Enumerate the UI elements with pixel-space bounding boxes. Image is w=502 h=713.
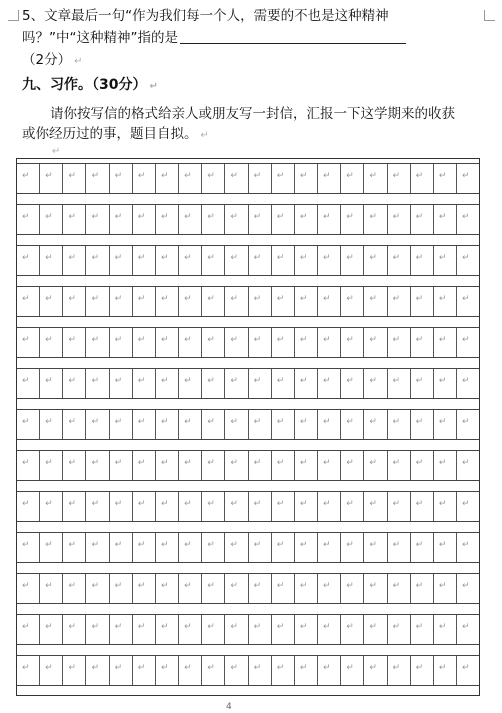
grid-cell[interactable] xyxy=(387,533,410,562)
grid-cell[interactable] xyxy=(155,246,178,275)
grid-cell[interactable] xyxy=(39,328,62,357)
grid-cell[interactable] xyxy=(109,369,132,398)
grid-cell[interactable] xyxy=(39,287,62,316)
grid-cell[interactable] xyxy=(433,656,456,685)
grid-cell[interactable] xyxy=(340,533,363,562)
grid-cell[interactable] xyxy=(155,205,178,234)
grid-cell[interactable] xyxy=(109,246,132,275)
grid-cell[interactable] xyxy=(271,246,294,275)
grid-cell[interactable] xyxy=(363,574,386,603)
grid-cell[interactable] xyxy=(294,164,317,193)
grid-cell[interactable] xyxy=(248,656,271,685)
grid-cell[interactable] xyxy=(39,205,62,234)
grid-cell[interactable] xyxy=(178,615,201,644)
grid-cell[interactable] xyxy=(39,246,62,275)
grid-cell[interactable] xyxy=(410,492,433,521)
grid-cell[interactable] xyxy=(39,533,62,562)
grid-cell[interactable] xyxy=(85,164,108,193)
grid-cell[interactable] xyxy=(178,451,201,480)
grid-cell[interactable] xyxy=(456,164,479,193)
paragraph-mark: ↵ xyxy=(52,146,61,157)
grid-cell[interactable] xyxy=(410,369,433,398)
grid-cell[interactable] xyxy=(456,410,479,439)
grid-row xyxy=(17,245,479,276)
grid-cell[interactable] xyxy=(224,410,247,439)
grid-cell[interactable] xyxy=(363,164,386,193)
grid-cell[interactable] xyxy=(248,369,271,398)
grid-cell[interactable] xyxy=(433,287,456,316)
grid-cell[interactable] xyxy=(155,574,178,603)
grid-cell[interactable] xyxy=(85,574,108,603)
grid-cell[interactable] xyxy=(340,492,363,521)
grid-cell[interactable] xyxy=(248,164,271,193)
grid-cell[interactable] xyxy=(410,164,433,193)
grid-cell[interactable] xyxy=(39,410,62,439)
grid-cell[interactable] xyxy=(85,287,108,316)
grid-cell[interactable] xyxy=(340,656,363,685)
grid-cell[interactable] xyxy=(85,615,108,644)
grid-cell[interactable] xyxy=(294,492,317,521)
section-9-title xyxy=(22,75,158,97)
grid-cell[interactable] xyxy=(132,328,155,357)
grid-row xyxy=(17,204,479,235)
grid-cell[interactable] xyxy=(17,287,39,316)
grid-cell[interactable] xyxy=(155,410,178,439)
grid-cell[interactable] xyxy=(271,369,294,398)
grid-row xyxy=(17,286,479,317)
grid-cell[interactable] xyxy=(132,492,155,521)
crop-mark-top-right xyxy=(484,10,495,21)
grid-cell[interactable] xyxy=(39,656,62,685)
grid-cell[interactable] xyxy=(17,574,39,603)
grid-cell[interactable] xyxy=(62,287,85,316)
grid-cell[interactable] xyxy=(317,369,340,398)
grid-cell[interactable] xyxy=(248,410,271,439)
grid-cell[interactable] xyxy=(17,328,39,357)
question-5-score: （2分） xyxy=(22,52,72,68)
grid-cell[interactable] xyxy=(340,410,363,439)
grid-cell[interactable] xyxy=(317,451,340,480)
grid-row xyxy=(17,450,479,481)
grid-cell[interactable] xyxy=(271,492,294,521)
grid-cell[interactable] xyxy=(17,492,39,521)
crop-mark-top-left xyxy=(8,10,19,21)
grid-cell[interactable] xyxy=(178,533,201,562)
grid-row xyxy=(17,163,479,194)
grid-cell[interactable] xyxy=(433,205,456,234)
grid-cell[interactable] xyxy=(132,164,155,193)
grid-cell[interactable] xyxy=(224,287,247,316)
grid-cell[interactable] xyxy=(85,656,108,685)
grid-cell[interactable] xyxy=(248,246,271,275)
grid-cell[interactable] xyxy=(456,328,479,357)
grid-cell[interactable] xyxy=(294,615,317,644)
grid-cell[interactable] xyxy=(456,615,479,644)
grid-cell[interactable] xyxy=(456,369,479,398)
grid-cell[interactable] xyxy=(248,615,271,644)
grid-cell[interactable] xyxy=(155,492,178,521)
grid-cell[interactable] xyxy=(155,533,178,562)
grid-cell[interactable] xyxy=(456,246,479,275)
grid-cell[interactable] xyxy=(62,328,85,357)
grid-cell[interactable] xyxy=(410,205,433,234)
grid-cell[interactable] xyxy=(433,246,456,275)
grid-cell[interactable] xyxy=(271,451,294,480)
grid-cell[interactable] xyxy=(294,328,317,357)
grid-cell[interactable] xyxy=(387,574,410,603)
grid-cell[interactable] xyxy=(363,451,386,480)
grid-cell[interactable] xyxy=(387,328,410,357)
grid-row xyxy=(17,409,479,440)
grid-cell[interactable] xyxy=(201,287,224,316)
grid-cell[interactable] xyxy=(248,328,271,357)
grid-cell[interactable] xyxy=(178,328,201,357)
grid-cell[interactable] xyxy=(433,410,456,439)
grid-cell[interactable] xyxy=(340,451,363,480)
grid-row xyxy=(17,327,479,358)
grid-cell[interactable] xyxy=(201,656,224,685)
grid-cell[interactable] xyxy=(456,287,479,316)
grid-cell[interactable] xyxy=(155,164,178,193)
grid-cell[interactable] xyxy=(433,164,456,193)
grid-cell[interactable] xyxy=(456,574,479,603)
grid-cell[interactable] xyxy=(178,369,201,398)
grid-cell[interactable] xyxy=(317,492,340,521)
grid-cell[interactable] xyxy=(387,205,410,234)
grid-cell[interactable] xyxy=(17,205,39,234)
grid-cell[interactable] xyxy=(109,615,132,644)
grid-cell[interactable] xyxy=(433,533,456,562)
grid-cell[interactable] xyxy=(17,369,39,398)
page-number: 4 xyxy=(226,702,232,712)
grid-cell[interactable] xyxy=(39,574,62,603)
grid-cell[interactable] xyxy=(317,246,340,275)
grid-cell[interactable] xyxy=(62,492,85,521)
grid-cell[interactable] xyxy=(294,656,317,685)
section-9-title-text: 九、习作。（30分） xyxy=(22,77,147,93)
grid-cell[interactable] xyxy=(317,656,340,685)
grid-cell[interactable] xyxy=(433,492,456,521)
grid-cell[interactable] xyxy=(271,205,294,234)
grid-cell[interactable] xyxy=(224,164,247,193)
grid-cell[interactable] xyxy=(132,656,155,685)
grid-cell[interactable] xyxy=(456,656,479,685)
grid-row xyxy=(17,532,479,563)
grid-cell[interactable] xyxy=(201,246,224,275)
grid-cell[interactable] xyxy=(62,656,85,685)
paragraph-mark: ↵ xyxy=(74,56,83,67)
grid-cell[interactable] xyxy=(109,533,132,562)
grid-cell[interactable] xyxy=(340,369,363,398)
grid-cell[interactable] xyxy=(155,369,178,398)
grid-cell[interactable] xyxy=(224,451,247,480)
grid-cell[interactable] xyxy=(17,656,39,685)
grid-cell[interactable] xyxy=(294,205,317,234)
grid-cell[interactable] xyxy=(248,533,271,562)
grid-cell[interactable] xyxy=(224,533,247,562)
writing-prompt-text: 请你按写信的格式给亲人或朋友写一封信，汇报一下这学期来的收获或你经历过的事，题目自拟。 xyxy=(22,106,455,142)
grid-cell[interactable] xyxy=(132,246,155,275)
grid-cell[interactable] xyxy=(363,656,386,685)
grid-row xyxy=(17,573,479,604)
writing-prompt xyxy=(22,104,462,146)
grid-cell[interactable] xyxy=(201,615,224,644)
grid-cell[interactable] xyxy=(340,164,363,193)
grid-cell[interactable] xyxy=(85,492,108,521)
grid-cell[interactable] xyxy=(109,287,132,316)
grid-cell[interactable] xyxy=(294,533,317,562)
grid-row xyxy=(17,368,479,399)
grid-cell[interactable] xyxy=(363,287,386,316)
grid-cell[interactable] xyxy=(248,492,271,521)
grid-cell[interactable] xyxy=(340,205,363,234)
grid-cell[interactable] xyxy=(387,246,410,275)
grid-cell[interactable] xyxy=(387,451,410,480)
grid-cell[interactable] xyxy=(317,287,340,316)
grid-cell[interactable] xyxy=(271,533,294,562)
grid-cell[interactable] xyxy=(178,246,201,275)
grid-cell[interactable] xyxy=(178,205,201,234)
grid-cell[interactable] xyxy=(109,574,132,603)
grid-cell[interactable] xyxy=(62,533,85,562)
grid-cell[interactable] xyxy=(132,369,155,398)
grid-cell[interactable] xyxy=(433,328,456,357)
grid-row xyxy=(17,491,479,522)
grid-cell[interactable] xyxy=(201,369,224,398)
grid-cell[interactable] xyxy=(62,246,85,275)
grid-cell[interactable] xyxy=(317,574,340,603)
grid-cell[interactable] xyxy=(178,492,201,521)
grid-cell[interactable] xyxy=(433,615,456,644)
grid-cell[interactable] xyxy=(201,533,224,562)
grid-cell[interactable] xyxy=(317,410,340,439)
grid-cell[interactable] xyxy=(201,164,224,193)
grid-cell[interactable] xyxy=(85,451,108,480)
grid-cell[interactable] xyxy=(456,451,479,480)
grid-cell[interactable] xyxy=(62,410,85,439)
paragraph-mark: ↵ xyxy=(200,130,209,141)
grid-cell[interactable] xyxy=(39,369,62,398)
grid-cell[interactable] xyxy=(340,328,363,357)
question-5-line-2-text: 吗？”中“这种精神”指的是 xyxy=(22,30,178,46)
grid-cell[interactable] xyxy=(85,410,108,439)
grid-cell[interactable] xyxy=(85,369,108,398)
grid-cell[interactable] xyxy=(201,451,224,480)
grid-cell[interactable] xyxy=(178,574,201,603)
grid-cell[interactable] xyxy=(39,615,62,644)
grid-cell[interactable] xyxy=(201,574,224,603)
grid-cell[interactable] xyxy=(294,246,317,275)
grid-cell[interactable] xyxy=(224,615,247,644)
grid-cell[interactable] xyxy=(363,533,386,562)
composition-grid[interactable] xyxy=(16,158,480,696)
grid-cell[interactable] xyxy=(317,328,340,357)
grid-cell[interactable] xyxy=(109,164,132,193)
grid-cell[interactable] xyxy=(109,656,132,685)
grid-cell[interactable] xyxy=(178,164,201,193)
grid-cell[interactable] xyxy=(363,615,386,644)
grid-cell[interactable] xyxy=(17,410,39,439)
grid-cell[interactable] xyxy=(294,451,317,480)
grid-cell[interactable] xyxy=(132,410,155,439)
grid-cell[interactable] xyxy=(178,287,201,316)
grid-cell[interactable] xyxy=(17,246,39,275)
grid-cell[interactable] xyxy=(109,328,132,357)
grid-cell[interactable] xyxy=(62,164,85,193)
question-5-line-3 xyxy=(22,49,462,73)
grid-cell[interactable] xyxy=(363,246,386,275)
grid-cell[interactable] xyxy=(109,492,132,521)
grid-cell[interactable] xyxy=(85,205,108,234)
grid-cell[interactable] xyxy=(363,369,386,398)
grid-cell[interactable] xyxy=(294,369,317,398)
grid-cell[interactable] xyxy=(132,574,155,603)
grid-cell[interactable] xyxy=(410,287,433,316)
grid-cell[interactable] xyxy=(201,492,224,521)
grid-cell[interactable] xyxy=(271,574,294,603)
grid-cell[interactable] xyxy=(456,533,479,562)
grid-cell[interactable] xyxy=(410,574,433,603)
grid-cell[interactable] xyxy=(132,205,155,234)
grid-cell[interactable] xyxy=(201,410,224,439)
grid-cell[interactable] xyxy=(224,492,247,521)
grid-cell[interactable] xyxy=(340,246,363,275)
grid-cell[interactable] xyxy=(410,533,433,562)
grid-cell[interactable] xyxy=(85,246,108,275)
grid-cell[interactable] xyxy=(62,451,85,480)
grid-cell[interactable] xyxy=(363,410,386,439)
grid-cell[interactable] xyxy=(271,410,294,439)
grid-cell[interactable] xyxy=(271,656,294,685)
question-5-line-1: 5、文章最后一句“作为我们每一个人，需要的不也是这种精神 xyxy=(22,8,389,24)
grid-cell[interactable] xyxy=(340,615,363,644)
grid-cell[interactable] xyxy=(317,164,340,193)
grid-cell[interactable] xyxy=(224,205,247,234)
grid-cell[interactable] xyxy=(456,492,479,521)
grid-cell[interactable] xyxy=(387,656,410,685)
grid-cell[interactable] xyxy=(248,287,271,316)
grid-cell[interactable] xyxy=(109,410,132,439)
grid-cell[interactable] xyxy=(410,410,433,439)
grid-cell[interactable] xyxy=(271,287,294,316)
grid-cell[interactable] xyxy=(155,615,178,644)
grid-cell[interactable] xyxy=(340,287,363,316)
grid-cell[interactable] xyxy=(340,574,363,603)
grid-cell[interactable] xyxy=(85,533,108,562)
grid-cell[interactable] xyxy=(224,369,247,398)
grid-cell[interactable] xyxy=(201,328,224,357)
question-5-line-2 xyxy=(22,27,462,49)
grid-cell[interactable] xyxy=(224,328,247,357)
grid-cell[interactable] xyxy=(433,451,456,480)
grid-cell[interactable] xyxy=(248,451,271,480)
grid-cell[interactable] xyxy=(387,410,410,439)
grid-cell[interactable] xyxy=(294,410,317,439)
grid-cell[interactable] xyxy=(62,574,85,603)
grid-cell[interactable] xyxy=(17,451,39,480)
grid-cell[interactable] xyxy=(387,164,410,193)
grid-cell[interactable] xyxy=(132,287,155,316)
grid-cell[interactable] xyxy=(317,615,340,644)
grid-cell[interactable] xyxy=(155,287,178,316)
grid-cell[interactable] xyxy=(224,246,247,275)
grid-cell[interactable] xyxy=(248,574,271,603)
grid-cell[interactable] xyxy=(224,574,247,603)
grid-cell[interactable] xyxy=(248,205,271,234)
grid-cell[interactable] xyxy=(39,164,62,193)
grid-cell[interactable] xyxy=(363,328,386,357)
grid-cell[interactable] xyxy=(155,656,178,685)
grid-cell[interactable] xyxy=(224,656,247,685)
grid-cell[interactable] xyxy=(410,615,433,644)
grid-cell[interactable] xyxy=(132,615,155,644)
grid-cell[interactable] xyxy=(271,164,294,193)
grid-cell[interactable] xyxy=(109,205,132,234)
grid-cell[interactable] xyxy=(178,410,201,439)
grid-cell[interactable] xyxy=(39,451,62,480)
grid-cell[interactable] xyxy=(85,328,108,357)
grid-cell[interactable] xyxy=(294,574,317,603)
answer-blank-line[interactable] xyxy=(180,29,406,44)
grid-cell[interactable] xyxy=(178,656,201,685)
grid-cell[interactable] xyxy=(387,287,410,316)
grid-cell[interactable] xyxy=(294,287,317,316)
grid-cell[interactable] xyxy=(17,164,39,193)
grid-cell[interactable] xyxy=(271,328,294,357)
grid-cell[interactable] xyxy=(410,451,433,480)
grid-row xyxy=(17,655,479,686)
grid-cell[interactable] xyxy=(433,369,456,398)
grid-cell[interactable] xyxy=(62,205,85,234)
grid-cell[interactable] xyxy=(17,533,39,562)
grid-cell[interactable] xyxy=(155,451,178,480)
grid-cell[interactable] xyxy=(317,533,340,562)
question-5 xyxy=(22,5,462,73)
grid-cell[interactable] xyxy=(410,328,433,357)
grid-cell[interactable] xyxy=(201,205,224,234)
grid-cell[interactable] xyxy=(39,492,62,521)
grid-cell[interactable] xyxy=(363,205,386,234)
grid-cell[interactable] xyxy=(387,615,410,644)
grid-cell[interactable] xyxy=(132,451,155,480)
grid-cell[interactable] xyxy=(317,205,340,234)
grid-cell[interactable] xyxy=(271,615,294,644)
grid-cell[interactable] xyxy=(62,615,85,644)
grid-cell[interactable] xyxy=(62,369,85,398)
grid-cell[interactable] xyxy=(155,328,178,357)
grid-row xyxy=(17,614,479,645)
grid-cell[interactable] xyxy=(132,533,155,562)
grid-cell[interactable] xyxy=(410,656,433,685)
grid-cell[interactable] xyxy=(109,451,132,480)
grid-cell[interactable] xyxy=(363,492,386,521)
grid-cell[interactable] xyxy=(387,369,410,398)
grid-cell[interactable] xyxy=(387,492,410,521)
grid-cell[interactable] xyxy=(433,574,456,603)
grid-cell[interactable] xyxy=(17,615,39,644)
grid-cell[interactable] xyxy=(456,205,479,234)
paragraph-mark: ↵ xyxy=(149,81,158,92)
grid-cell[interactable] xyxy=(410,246,433,275)
